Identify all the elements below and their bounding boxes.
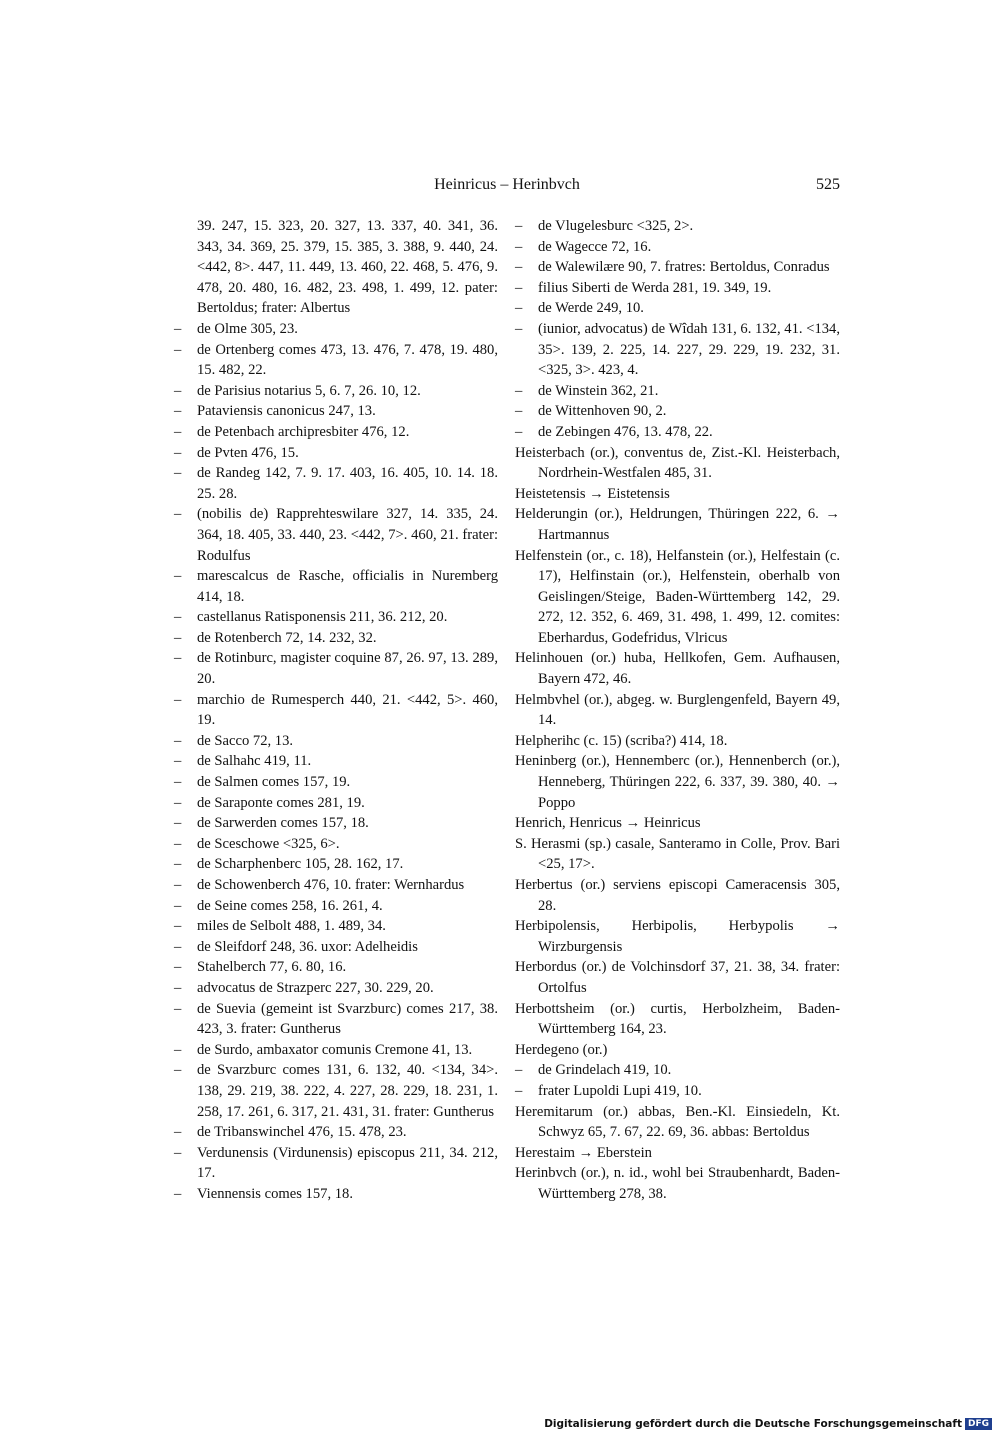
index-subentry: – filius Siberti de Werda 281, 19. 349, 19. [515,278,840,299]
index-entry: Herestaim → Eberstein [515,1144,652,1161]
index-subentry: – de Zebingen 476, 13. 478, 22. [515,422,840,443]
page-title: Heinricus – Herinbvch [434,176,580,193]
index-subentry: – de Grindelach 419, 10. [515,1060,840,1081]
index-subentry: – de Sleifdorf 248, 36. uxor: Adelheidis [174,937,498,958]
index-entry: Herinbvch (or.), n. id., wohl bei Straubenhardt, Baden-Württemberg 278, 38. [515,1165,840,1202]
index-entry: Heisterbach (or.), conventus de, Zist.-Kl. Heisterbach, Nordrhein-Westfalen 485, 31. [515,444,840,482]
index-subentry: – de Wagecce 72, 16. [515,237,840,258]
footer-credit: Digitalisierung gefördert durch die Deutsche Forschungsgemeinschaft [544,1418,962,1430]
index-entry: Herbordus (or.) de Volchinsdorf 37, 21. 38, 34. frater: Ortolfus [515,959,840,996]
index-subentry: – de Wittenhoven 90, 2. [515,401,840,422]
index-entry: S. Herasmi (sp.) casale, Santeramo in Colle, Prov. Bari <25, 17>. [515,835,840,873]
index-entry: Herbertus (or.) serviens episcopi Cameracensis 305, 28. [515,877,840,914]
index-subentry: – miles de Selbolt 488, 1. 489, 34. [174,916,498,937]
index-subentry: – de Rotenberch 72, 14. 232, 32. [174,628,498,649]
index-subentry: – de Sarwerden comes 157, 18. [174,813,498,834]
index-subentry: – de Vlugelesburc <325, 2>. [515,216,840,237]
index-entry: Heninberg (or.), Hennemberc (or.), Hennenberch (or.), Henneberg, Thüringen 222, 6. 337, 39. 380, 40. → Poppo [515,753,840,811]
index-subentry: – de Tribanswinchel 476, 15. 478, 23. [174,1122,498,1143]
index-entry: Helpherihc (c. 15) (scriba?) 414, 18. [515,732,728,749]
index-entry: Herbipolensis, Herbipolis, Herbypolis → Wirzburgensis [515,918,840,955]
index-subentry: – de Ortenberg comes 473, 13. 476, 7. 478, 19. 480, 15. 482, 22. [174,340,498,381]
index-column-left [174,216,498,1205]
index-subentry: – de Olme 305, 23. [174,319,498,340]
page-number: 525 [816,176,840,193]
index-entry: Heistetensis → Eistetensis [515,485,670,502]
index-subentry: – de Scharphenberc 105, 28. 162, 17. [174,854,498,875]
index-entry: Helinhouen (or.) huba, Hellkofen, Gem. Aufhausen, Bayern 472, 46. [515,650,840,688]
index-subentry: – Verdunensis (Virdunensis) episcopus 211, 34. 212, 17. [174,1143,498,1184]
index-entry: Helmbvhel (or.), abgeg. w. Burglengenfeld, Bayern 49, 14. [515,691,840,729]
index-subentry: – Stahelberch 77, 6. 80, 16. [174,957,498,978]
index-subentry: – (nobilis de) Rapprehteswilare 327, 14. 335, 24. 364, 18. 405, 33. 440, 23. <442, 7>. 460, 21. frater: Rodulfus [174,504,498,566]
index-subentry: – de Petenbach archipresbiter 476, 12. [174,422,498,443]
index-subentry: – Pataviensis canonicus 247, 13. [174,401,498,422]
index-subentry: – de Werde 249, 10. [515,298,840,319]
index-subentry: – de Saraponte comes 281, 19. [174,793,498,814]
index-entry: Herbottsheim (or.) curtis, Herbolzheim, Baden-Württemberg 164, 23. [515,1000,840,1038]
index-column-right [515,216,840,1205]
index-subentry: – de Surdo, ambaxator comunis Cremone 41, 13. [174,1040,498,1061]
index-continuation: 39. 247, 15. 323, 20. 327, 13. 337, 40. 341, 36. 343, 34. 369, 25. 379, 15. 385, 3. 388, 9. 440, 24. <442, 8>. 447, 11. 449, 13. 460, 22. 468, 5. 476, 9. 478, 20. 480, 16. 482, 23. 498, 1. 499, 12. pater: Bertoldus; frater: Albertus [197,218,498,317]
index-subentry: – de Schowenberch 476, 10. frater: Wernhardus [174,875,498,896]
index-subentry: – de Salhahc 419, 11. [174,751,498,772]
dfg-footer [544,1417,992,1431]
index-subentry: – de Svarzburc comes 131, 6. 132, 40. <134, 34>. 138, 29. 219, 38. 222, 4. 227, 28. 229, 18. 231, 1. 258, 17. 261, 6. 317, 21. 431, 31. frater: Guntherus [174,1060,498,1122]
index-subentry: – Viennensis comes 157, 18. [174,1184,498,1205]
dfg-logo-icon: DFG [965,1418,992,1430]
index-entry: Helfenstein (or., c. 18), Helfanstein (or.), Helfestain (c. 17), Helfinstain (or.), Helfenstein, oberhalb von Geislingen/Steige, Baden-Württemberg 142, 29. 272, 12. 352, 6. 469, 31. 498, 1. 499, 12. comites: Eberhardus, Godefridus, Vlricus [515,547,840,646]
index-entry: Henrich, Henricus → Heinricus [515,815,701,832]
running-header [174,174,840,196]
index-subentry: – frater Lupoldi Lupi 419, 10. [515,1081,840,1102]
index-subentry: – de Randeg 142, 7. 9. 17. 403, 16. 405, 10. 14. 18. 25. 28. [174,463,498,504]
index-subentry: – (iunior, advocatus) de Wîdah 131, 6. 132, 41. <134, 35>. 139, 2. 225, 14. 227, 29. 229, 19. 232, 31. <325, 3>. 423, 4. [515,319,840,381]
index-subentry: – de Walewilære 90, 7. fratres: Bertoldus, Conradus [515,257,840,278]
index-entry: Helderungin (or.), Heldrungen, Thüringen 222, 6. → Hartmannus [515,506,840,543]
index-subentry: – de Salmen comes 157, 19. [174,772,498,793]
index-subentry: – advocatus de Strazperc 227, 30. 229, 20. [174,978,498,999]
index-subentry: – de Suevia (gemeint ist Svarzburc) comes 217, 38. 423, 3. frater: Guntherus [174,999,498,1040]
index-subentry: – marescalcus de Rasche, officialis in Nuremberg 414, 18. [174,566,498,607]
index-subentry: – de Seine comes 258, 16. 261, 4. [174,896,498,917]
index-entry: Herdegeno (or.) [515,1041,608,1058]
index-entry: Heremitarum (or.) abbas, Ben.-Kl. Einsiedeln, Kt. Schwyz 65, 7. 67, 22. 69, 36. abbas: Bertoldus [515,1103,840,1141]
index-subentry: – de Parisius notarius 5, 6. 7, 26. 10, 12. [174,381,498,402]
index-subentry: – de Sceschowe <325, 6>. [174,834,498,855]
index-subentry: – de Winstein 362, 21. [515,381,840,402]
index-subentry: – de Rotinburc, magister coquine 87, 26. 97, 13. 289, 20. [174,648,498,689]
index-subentry: – de Pvten 476, 15. [174,443,498,464]
index-subentry: – de Sacco 72, 13. [174,731,498,752]
index-subentry: – castellanus Ratisponensis 211, 36. 212, 20. [174,607,498,628]
index-subentry: – marchio de Rumesperch 440, 21. <442, 5>. 460, 19. [174,690,498,731]
